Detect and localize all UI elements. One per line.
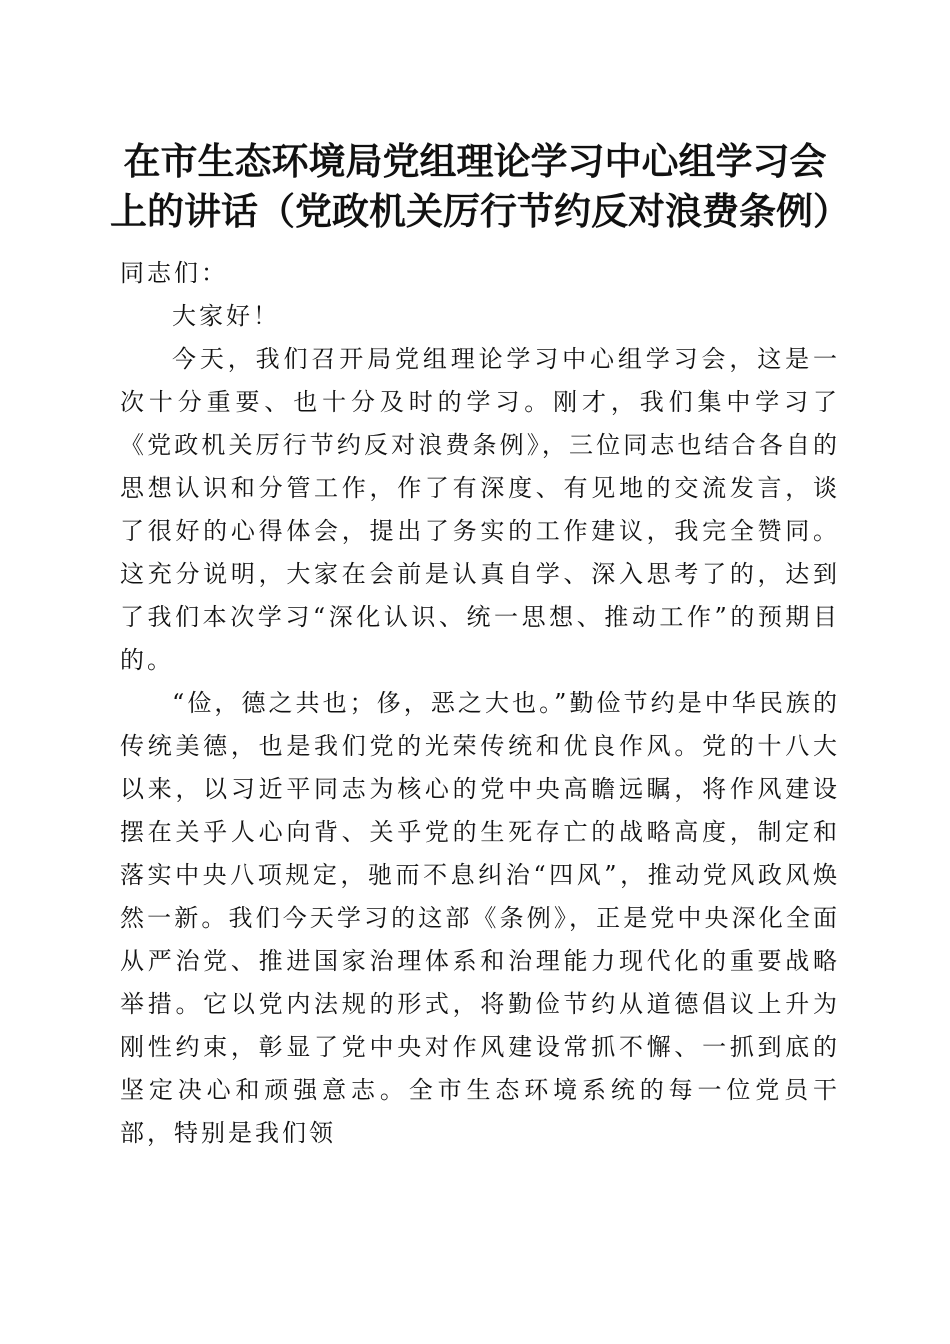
paragraph-1: 今天，我们召开局党组理论学习中心组学习会，这是一次十分重要、也十分及时的学习。刚才，我们集中学习了《党政机关厉行节约反对浪费条例》，三位同志也结合各自的思想认识和分管工作，作了有深度、有见地的交流发言，谈了很好的心得体会，提出了务实的工作建议，我完全赞同。这充分说明，大家在会前是认真自学、深入思考了的，达到了我们本次学习“深化认识、统一思想、推动工作”的预期目的。 — [120, 345, 840, 674]
greeting: 大家好！ — [172, 302, 280, 330]
document-title: 在市生态环境局党组理论学习中心组学习会上的讲话（党政机关厉行节约反对浪费条例） — [110, 139, 850, 233]
paragraph-2: “俭，德之共也；侈，恶之大也。”勤俭节约是中华民族的传统美德，也是我们党的光荣传统和优良作风。党的十八大以来，以习近平同志为核心的党中央高瞻远瞩，将作风建设摆在关乎人心向背、关乎党的生死存亡的战略高度，制定和落实中央八项规定，驰而不息纠治“四风”，推动党风政风焕然一新。我们今天学习的这部《条例》，正是党中央深化全面从严治党、推进国家治理体系和治理能力现代化的重要战略举措。它以党内法规的形式，将勤俭节约从道德倡议上升为刚性约束，彰显了党中央对作风建设常抓不懈、一抓到底的坚定决心和顽强意志。全市生态环境系统的每一位党员干部，特别是我们领 — [120, 689, 840, 1147]
salutation: 同志们： — [120, 259, 228, 287]
document-body — [120, 252, 840, 1155]
